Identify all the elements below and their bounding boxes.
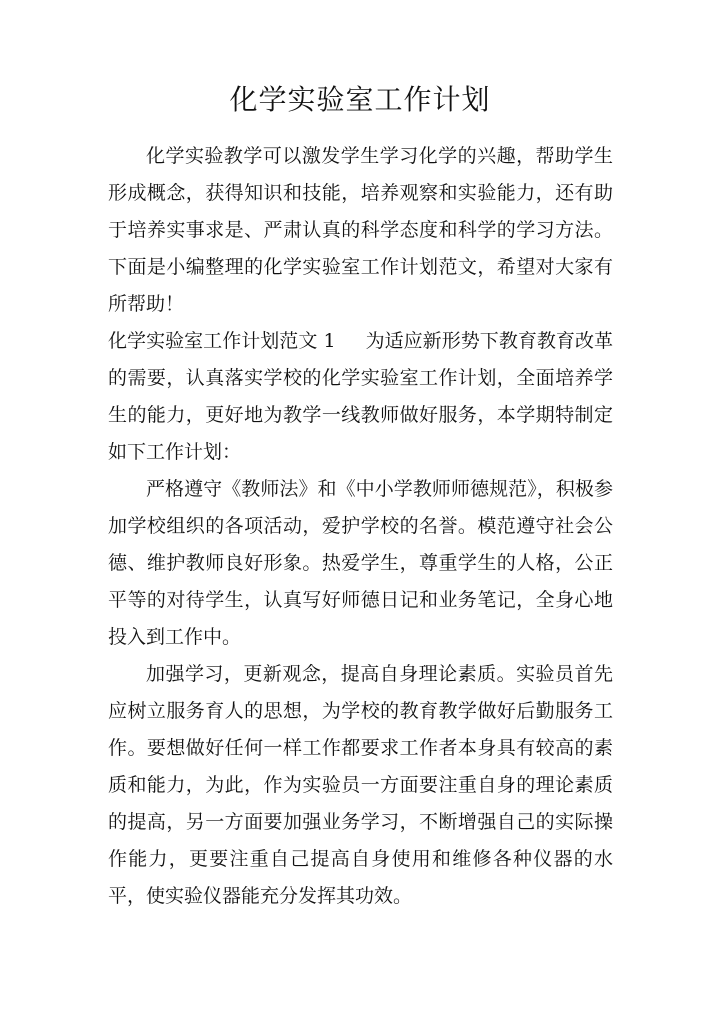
document-body <box>108 138 613 915</box>
document-title: 化学实验室工作计划 <box>229 83 491 116</box>
intro-paragraph: 化学实验教学可以激发学生学习化学的兴趣，帮助学生形成概念，获得知识和技能，培养观察和实验能力，还有助于培养实事求是、严肃认真的科学态度和科学的学习方法。下面是小编整理的化学实验室工作计划范文，希望对大家有所帮助！ <box>108 145 613 315</box>
section-heading: 化学实验室工作计划范文 1 <box>108 330 336 352</box>
body-paragraph: 严格遵守《教师法》和《中小学教师师德规范》，积极参加学校组织的各项活动，爱护学校的名誉。模范遵守社会公德、维护教师良好形象。热爱学生，尊重学生的人格，公正平等的对待学生，认真写好师德日记和业务笔记，全身心地投入到工作中。 <box>108 478 613 648</box>
section-lead-text: 为适应新形势下教育教育改革的需要，认真落实学校的化学实验室工作计划，全面培养学生的能力，更好地为教学一线教师做好服务，本学期特制定如下工作计划： <box>108 330 613 463</box>
body-paragraph: 加强学习，更新观念，提高自身理论素质。实验员首先应树立服务育人的思想，为学校的教育教学做好后勤服务工作。要想做好任何一样工作都要求工作者本身具有较高的素质和能力，为此，作为实验员一方面要注重自身的理论素质的提高，另一方面要加强业务学习，不断增强自己的实际操作能力，更要注重自己提高自身使用和维修各种仪器的水平，使实验仪器能充分发挥其功效。 <box>108 663 613 907</box>
section-paragraph <box>108 323 613 471</box>
